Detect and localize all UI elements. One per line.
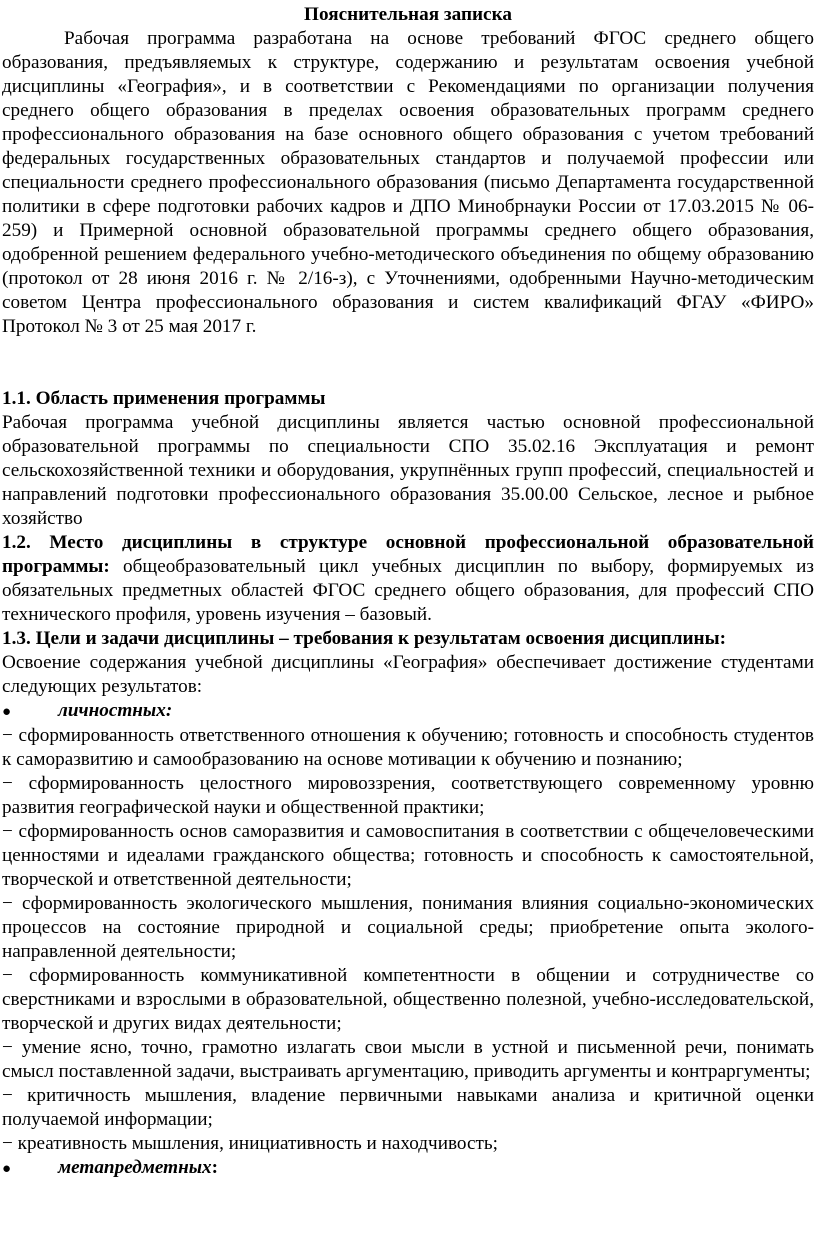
intro-paragraph: Рабочая программа разработана на основе требований ФГОС среднего общего образования, предъявляемых к структуре, содержанию и результатам освоения учебной дисциплины «География», и в соответствии с Рекомендациями по организации получения среднего общего образования в пределах освоения образовательных программ среднего профессионального образования на базе основного общего образования с учетом требований федеральных государственных образовательных стандартов и получаемой профессии или специальности среднего профессионального образования (письмо Департамента государственной политики в сфере подготовки рабочих кадров и ДПО Минобрнауки России от 17.03.2015 № 06-259) и Примерной основной образовательной программы среднего общего образования, одобренной решением федерального учебно-методического объединения по общему образованию (протокол от 28 июня 2016 г. № 2/16-з), с Уточнениями, одобренными Научно-методическим советом Центра профессионального образования и систем квалификаций ФГАУ «ФИРО» Протокол № 3 от 25 мая 2017 г. (2, 28, 814, 337)
bullet-icon: ● (2, 1161, 12, 1177)
metasubject-label-text: метапредметных (58, 1157, 212, 1178)
section-1-3-text: Освоение содержания учебной дисциплины «География» обеспечивает достижение студентами следующих результатов: (2, 652, 814, 697)
personal-results-label: личностных: (58, 700, 173, 721)
list-item: − умение ясно, точно, грамотно излагать свои мысли в устной и письменной речи, понимать смысл поставленной задачи, выстраивать аргументацию, приводить аргументы и контраргументы; (2, 1037, 814, 1082)
section-1-2-heading: 1.2. Место дисциплины в структуре основной профессиональной образовательной программы: (2, 532, 814, 577)
bullet-icon: ● (2, 704, 12, 720)
list-item: − сформированность основ саморазвития и самовоспитания в соответствии с общечеловеческими ценностями и идеалами гражданского общества; готовность и способность к самостоятельной, творческой и ответственной деятельности; (2, 821, 814, 890)
list-item: − сформированность целостного мировоззрения, соответствующего современному уровню развития географической науки и общественной практики; (2, 773, 814, 818)
personal-results-bullet (2, 699, 814, 724)
list-item: − критичность мышления, владение первичными навыками анализа и критичной оценки получаемой информации; (2, 1085, 814, 1130)
metasubject-label-colon: : (211, 1157, 219, 1178)
section-1-1-heading: 1.1. Область применения программы (2, 388, 326, 409)
metasubject-results-label (58, 1156, 218, 1180)
blank-spacer (2, 339, 814, 387)
section-1-2-text: общеобразовательный цикл учебных дисциплин по выбору, формируемых из обязательных предметных областей ФГОС среднего общего образования, для профессий СПО технического профиля, уровень изучения – базовый. (2, 556, 814, 625)
section-1-3-heading: 1.3. Цели и задачи дисциплины – требования к результатам освоения дисциплины: (2, 628, 726, 649)
document-title: Пояснительная записка (304, 4, 512, 25)
section-1-1-text: Рабочая программа учебной дисциплины является частью основной профессиональной образовательной программы по специальности СПО 35.02.16 Эксплуатация и ремонт сельскохозяйственной техники и оборудования, укрупнённых групп профессий, специальностей и направлений подготовки профессионального образования 35.00.00 Сельское, лесное и рыбное хозяйство (2, 412, 814, 529)
list-item: − сформированность коммуникативной компетентности в общении и сотрудничестве со сверстниками и взрослыми в образовательной, общественно полезной, учебно-исследовательской, творческой и других видах деятельности; (2, 965, 814, 1034)
list-item: − креативность мышления, инициативность и находчивость; (2, 1133, 498, 1154)
list-item: − сформированность ответственного отношения к обучению; готовность и способность студентов к саморазвитию и самообразованию на основе мотивации к обучению и познанию; (2, 725, 814, 770)
metasubject-results-bullet (2, 1156, 814, 1181)
list-item: − сформированность экологического мышления, понимания влияния социально-экономических процессов на состояние природной и социальной среды; приобретение опыта эколого-направленной деятельности; (2, 893, 814, 962)
section-1-2 (2, 531, 814, 627)
